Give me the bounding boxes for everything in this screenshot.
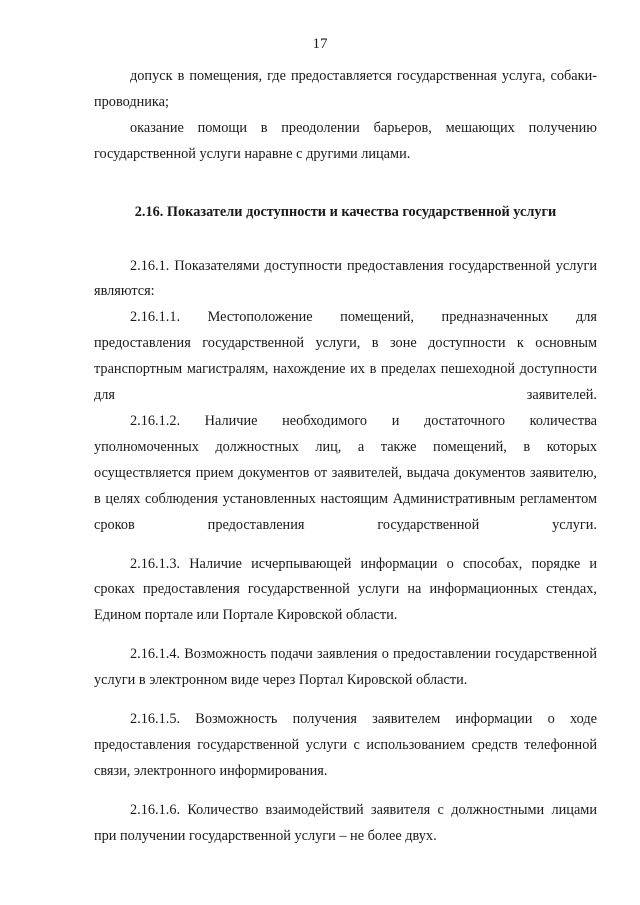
paragraph-2-16-1-2: 2.16.1.2. Наличие необходимого и достаточного количества уполномоченных должностных лиц, а также помещений, в которых осуществляется прием документов от заявителей, выдача документов заявителю, в целях соблюдения установленных настоящим Административным регламентом сроков предоставления государственной услуги. [94,412,597,533]
paragraph-2-16-1-1: 2.16.1.1. Местоположение помещений, предназначенных для предоставления государственной услуги, в зоне доступности к основным транспортным магистралям, нахождение их в пределах пешеходной доступности для заявителей. [94,309,597,404]
page-number: 17 [312,36,328,52]
intro-paragraph: оказание помощи в преодолении барьеров, мешающих получению государственной услуги наравне с другими лицами. [94,119,597,162]
paragraph-2-16-1-3: 2.16.1.3. Наличие исчерпывающей информации о способах, порядке и сроках предоставления государственной услуги на информационных стендах, Едином портале или Портале Кировской области. [94,555,597,624]
paragraph-2-16-1: 2.16.1. Показателями доступности предоставления государственной услуги являются: [94,257,597,300]
document-body [94,64,597,850]
paragraph-2-16-1-5: 2.16.1.5. Возможность получения заявителем информации о ходе предоставления государственной услуги с использованием средств телефонной связи, электронного информирования. [94,711,597,779]
intro-paragraph: допуск в помещения, где предоставляется государственная услуга, собаки-проводника; [94,68,597,110]
paragraph-2-16-1-4: 2.16.1.4. Возможность подачи заявления о предоставлении государственной услуги в электронном виде через Портал Кировской области. [94,646,597,689]
section-heading: 2.16. Показатели доступности и качества государственной услуги [134,203,557,220]
paragraph-2-16-1-6: 2.16.1.6. Количество взаимодействий заявителя с должностными лицами при получении государственной услуги – не более двух. [94,801,597,844]
